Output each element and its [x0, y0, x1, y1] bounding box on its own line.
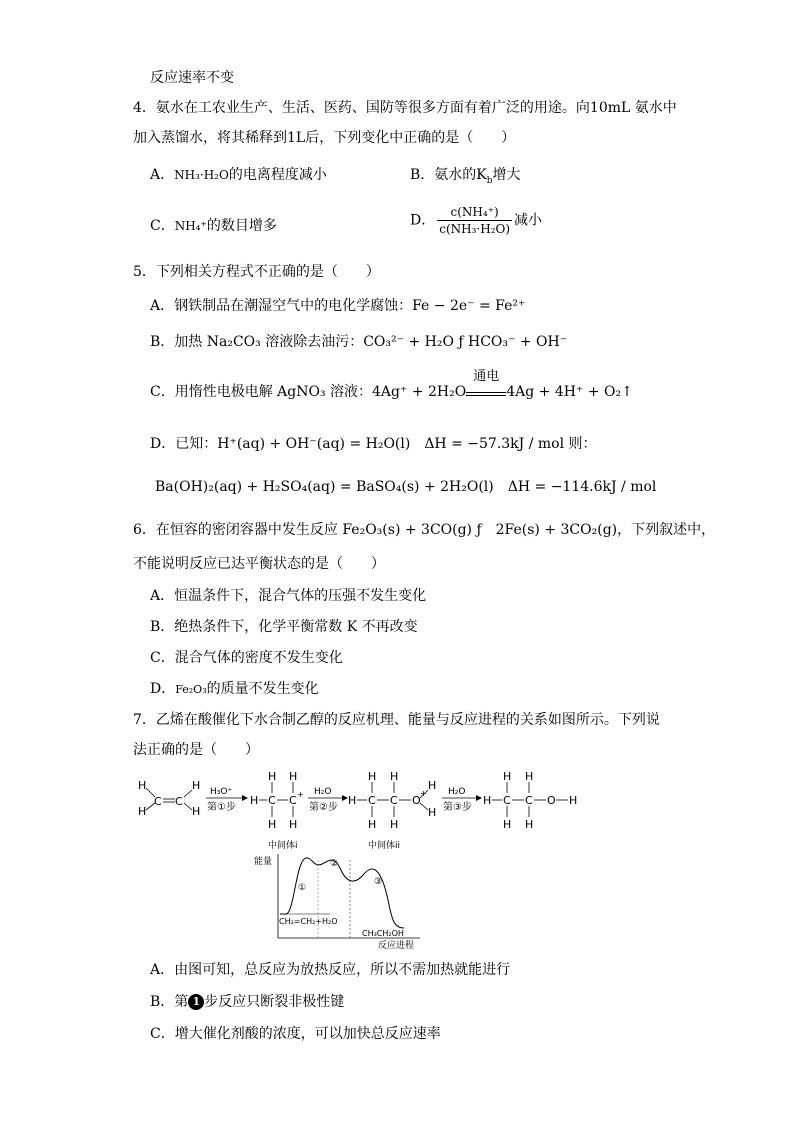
question-7-stem-cont: 法正确的是（ ） [133, 742, 259, 758]
q7-option-b: B．第 1 步反应只断裂非极性键 [150, 994, 345, 1010]
q5-option-d: D．已知：H⁺(aq) + OH⁻(aq) = H₂O(l) ΔH = −57.3kJ / mol 则： [150, 436, 597, 452]
step-marker: ③ [374, 877, 383, 887]
atom: H [525, 770, 534, 783]
atom: C [154, 795, 162, 808]
atom: H [289, 770, 298, 783]
q6-option-c: C．混合气体的密度不发生变化 [150, 650, 343, 666]
q6-option-a: A．恒温条件下，混合气体的压强不发生变化 [150, 588, 427, 604]
atom: C [390, 794, 398, 807]
circled-number: 1 [188, 994, 204, 1010]
step-marker: ② [330, 859, 339, 869]
atom: H [268, 818, 277, 831]
atom: C [289, 794, 297, 807]
reagent-label: H₂O [448, 787, 466, 797]
step-label: 第②步 [309, 802, 338, 813]
atom: H [428, 806, 437, 819]
step-marker: ① [298, 883, 307, 893]
q5-option-b: B．加热 Na₂CO₃ 溶液除去油污：CO₃²⁻ + H₂O ƒ HCO₃⁻ + OH⁻ [150, 334, 568, 350]
electrolysis-arrow: 通电 [466, 383, 506, 396]
step-label: 第①步 [207, 802, 236, 813]
text-line: 反应速率不变 [150, 70, 234, 86]
atom: H [192, 779, 201, 792]
q5-option-c: C．用惰性电极电解 AgNO₃ 溶液：4Ag⁺ + 2H₂O 通电 4Ag + 4H⁺ + O₂↑ [150, 369, 633, 400]
charge: + [297, 790, 304, 799]
q4-option-d: D． $\frac{\text{c(NH₄⁺)}}{\text{c(NH₃·H₂O)}}$ 减小 [410, 205, 543, 236]
atom: O [547, 794, 556, 807]
products-label: CH₃CH₂OH [362, 929, 404, 938]
atom: H [428, 779, 437, 792]
q7-option-c: C．增大催化剂酸的浓度，可以加快总反应速率 [150, 1026, 441, 1042]
intermediate-label: 中间体i [268, 841, 298, 851]
atom: H [368, 770, 377, 783]
y-axis-label: 能量 [254, 857, 273, 867]
x-axis-label: 反应进程 [378, 941, 415, 950]
charge: + [420, 789, 427, 798]
energy-diagram [250, 850, 440, 950]
q4-option-c: C．NH₄⁺的数目增多 [150, 218, 277, 234]
fraction: $\frac{\text{c(NH₄⁺)}}{\text{c(NH₃·H₂O)}}$ [439, 205, 511, 236]
atom: H [192, 805, 201, 818]
q6-option-d: D．Fe₂O₃的质量不发生变化 [150, 681, 319, 697]
q6-option-b: B．绝热条件下，化学平衡常数 K 不再改变 [150, 619, 418, 635]
atom: H [390, 818, 399, 831]
q4-option-a: A．NH₃·H₂O的电离程度减小 [150, 167, 327, 183]
reactants-label: CH₂=CH₂+H₂O [279, 917, 338, 926]
atom: C [368, 794, 376, 807]
reagent-label: H₃O⁺ [210, 787, 233, 797]
q5-option-d-eq: Ba(OH)₂(aq) + H₂SO₄(aq) = BaSO₄(s) + 2H₂O(l) ΔH = −114.6kJ / mol [155, 479, 657, 495]
atom: H [483, 794, 492, 807]
atom: H [503, 770, 512, 783]
question-7-stem: 7．乙烯在酸催化下水合制乙醇的反应机理、能量与反应进程的关系如图所示。下列说 [133, 712, 660, 728]
atom: H [268, 770, 277, 783]
mechanism-diagram [130, 768, 590, 853]
atom: H [138, 779, 147, 792]
atom: H [138, 805, 147, 818]
atom: H [503, 818, 512, 831]
question-6-stem-cont: 不能说明反应已达平衡状态的是（ ） [133, 556, 385, 572]
question-4-stem: 4．氨水在工农业生产、生活、医药、国防等很多方面有着广泛的用途。向10mL 氨水中 [133, 100, 677, 116]
atom: C [268, 794, 276, 807]
atom: O [412, 794, 421, 807]
atom: H [569, 794, 578, 807]
question-5-stem: 5．下列相关方程式不正确的是（ ） [133, 264, 380, 280]
step-label: 第③步 [443, 802, 472, 813]
atom: H [348, 794, 357, 807]
atom: C [175, 795, 183, 808]
q5-option-a: A．钢铁制品在潮湿空气中的电化学腐蚀：Fe − 2e⁻ = Fe²⁺ [150, 298, 526, 314]
question-6-stem: 6．在恒容的密闭容器中发生反应 Fe₂O₃(s) + 3CO(g) ƒ 2Fe(s) + 3CO₂(g)，下列叙述中， [133, 522, 716, 538]
reagent-label: H₂O [314, 787, 332, 797]
q7-option-a: A．由图可知，总反应为放热反应，所以不需加热就能进行 [150, 962, 511, 978]
atom: H [390, 770, 399, 783]
intermediate-label: 中间体ii [368, 841, 401, 851]
atom: H [525, 818, 534, 831]
atom: H [289, 818, 298, 831]
atom: C [503, 794, 511, 807]
q4-option-b: B．氨水的$K_b$增大 [410, 167, 521, 186]
atom: H [368, 818, 377, 831]
question-4-stem-cont: 加入蒸馏水，将其稀释到1L后，下列变化中正确的是（ ） [133, 130, 516, 146]
atom: H [250, 794, 259, 807]
atom: C [525, 794, 533, 807]
